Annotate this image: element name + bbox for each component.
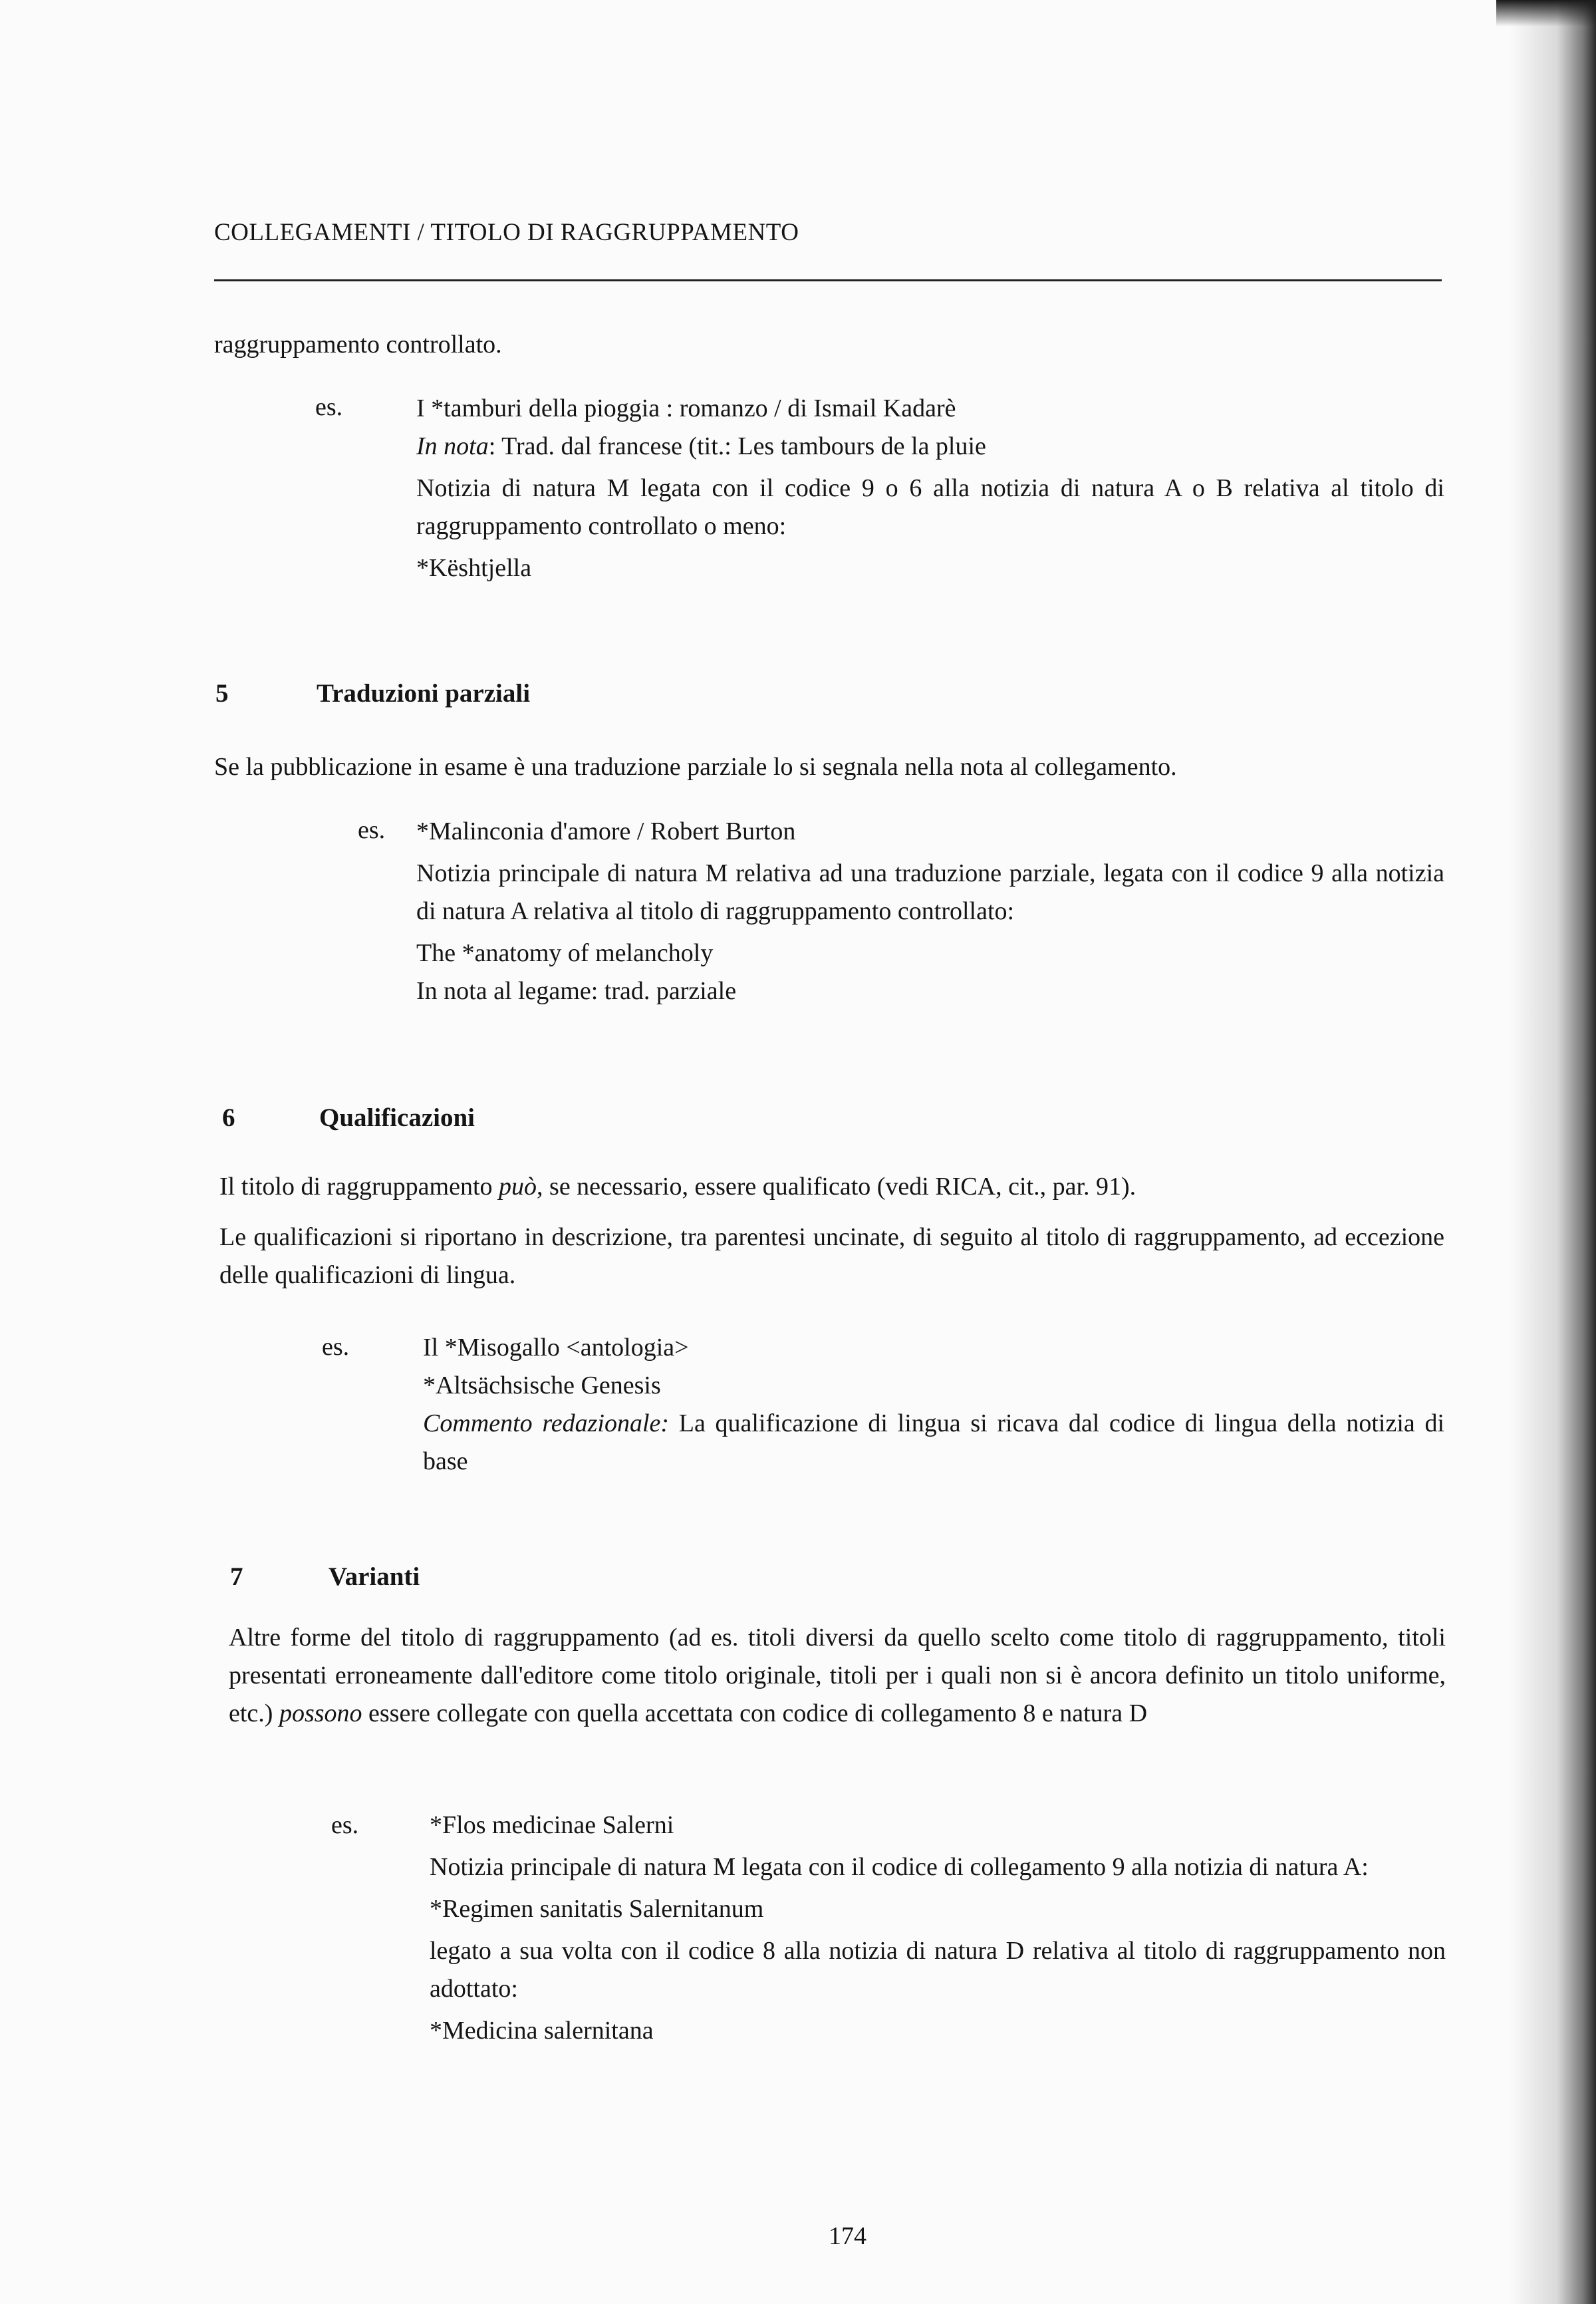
page-number: 174 (829, 2222, 866, 2250)
section-body-part: Il titolo di raggruppamento (219, 1173, 499, 1201)
scan-edge-shadow (1510, 0, 1596, 2304)
note-label: In nota (416, 432, 489, 460)
example-line: *Regimen sanitatis Salernitanum (430, 1895, 764, 1923)
note-text: : Trad. dal francese (tit.: Les tambours de la pluie (488, 432, 986, 460)
example-label: es. (322, 1333, 350, 1361)
section-number: 5 (215, 679, 229, 708)
example-description: legato a sua volta con il codice 8 alla notizia di natura D relativa al titolo di raggruppamento non adottato: (430, 1937, 1446, 2003)
section-title: Traduzioni parziali (317, 679, 531, 708)
example-title-line: *Malinconia d'amore / Robert Burton (416, 817, 796, 845)
example-line: Il *Misogallo <antologia> (423, 1334, 689, 1362)
example-5 (416, 813, 1444, 1010)
intro-text: raggruppamento controllato. (214, 331, 502, 359)
section-body-emphasis: possono (279, 1699, 362, 1727)
example-label: es. (358, 816, 386, 844)
example-description: Notizia principale di natura M relativa ad una traduzione parziale, legata con il codice 9 alla notizia di natura A relativa al titolo di raggruppamento controllato: (416, 859, 1444, 925)
section-body (229, 1619, 1446, 1733)
example-comment (423, 1405, 1444, 1481)
section-title: Qualificazioni (319, 1103, 475, 1132)
comment-label: Commento redazionale: (423, 1409, 670, 1437)
section-title: Varianti (329, 1562, 420, 1591)
section-body-part: Altre forme del titolo di raggruppamento (ad es. titoli diversi da quello scelto come titolo di raggruppamento, titoli presentati erroneamente dall'editore come titolo originale, titoli per i quali non si è ancora definito un titolo uniforme, etc.) (229, 1624, 1446, 1727)
section-body (219, 1168, 1450, 1206)
example-note: In nota al legame: trad. parziale (416, 977, 737, 1005)
section-body-2: Le qualificazioni si riportano in descrizione, tra parentesi uncinate, di seguito al titolo di raggruppamento, ad eccezione delle qualificazioni di lingua. (219, 1223, 1444, 1289)
example-line: *Flos medicinae Salerni (430, 1811, 674, 1839)
example-description: Notizia di natura M legata con il codice 9 o 6 alla notizia di natura A o B relativa al titolo di raggruppamento controllato o meno: (416, 474, 1444, 540)
scan-corner-shadow (1496, 0, 1596, 27)
example-target: The *anatomy of melancholy (416, 939, 714, 967)
example-6 (423, 1329, 1444, 1481)
example-note (416, 428, 1444, 466)
section-body-part: , se necessario, essere qualificato (vedi RICA, cit., par. 91). (537, 1173, 1136, 1201)
example-title-line: I *tamburi della pioggia : romanzo / di Ismail Kadarè (416, 394, 956, 422)
running-header: COLLEGAMENTI / TITOLO DI RAGGRUPPAMENTO (214, 219, 799, 246)
example-1 (416, 390, 1444, 587)
example-label: es. (315, 393, 343, 421)
example-target: *Kështjella (416, 554, 532, 582)
section-body-part: essere collegate con quella accettata con codice di collegamento 8 e natura D (362, 1699, 1148, 1727)
section-body-emphasis: può (499, 1173, 537, 1201)
example-description: Notizia principale di natura M legata con il codice di collegamento 9 alla notizia di natura A: (430, 1853, 1369, 1881)
example-line: *Altsächsische Genesis (423, 1371, 661, 1399)
section-number: 6 (222, 1103, 235, 1132)
example-label: es. (331, 1811, 359, 1839)
header-rule (214, 279, 1442, 281)
example-7 (430, 1806, 1446, 2050)
section-number: 7 (230, 1562, 243, 1591)
example-line: *Medicina salernitana (430, 2017, 654, 2045)
section-body: Se la pubblicazione in esame è una traduzione parziale lo si segnala nella nota al collegamento. (214, 753, 1177, 781)
comment-text: La qualificazione di lingua si ricava dal codice di lingua della notizia di base (423, 1409, 1445, 1475)
